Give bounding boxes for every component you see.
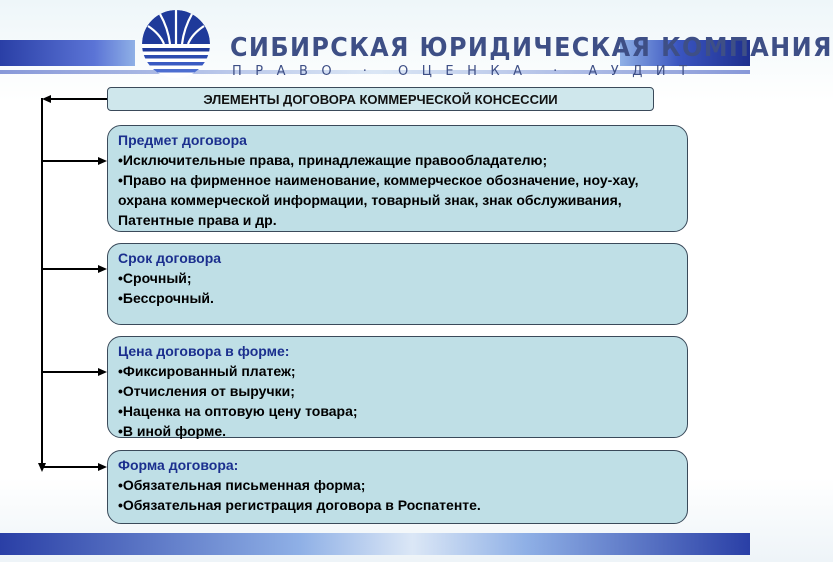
arrow-to-spine — [42, 95, 51, 103]
block-term — [107, 243, 688, 325]
arrow-block-1 — [98, 157, 107, 165]
arrow-block-2 — [98, 265, 107, 273]
list-item: •Исключительные права, принадлежащие правообладателю; — [118, 152, 548, 168]
company-tagline: ПРАВО · ОЦЕНКА · АУДИТ — [232, 64, 701, 79]
block-heading: Форма договора: — [118, 457, 239, 473]
block-price — [107, 336, 688, 438]
block-subject — [107, 125, 688, 232]
list-item: •Обязательная письменная форма; — [118, 477, 366, 493]
list-item: Патентные права и др. — [118, 212, 277, 228]
globe-logo-icon — [140, 8, 212, 80]
connector-block-4 — [42, 466, 98, 468]
connector-block-3 — [42, 371, 98, 373]
list-item: •Обязательная регистрация договора в Роспатенте. — [118, 497, 481, 513]
company-name: СИБИРСКАЯ ЮРИДИЧЕСКАЯ КОМПАНИЯ — [230, 33, 833, 63]
list-item: •Фиксированный платеж; — [118, 363, 296, 379]
connector-block-1 — [42, 160, 98, 162]
connector-vertical — [41, 98, 43, 468]
list-item: •Срочный; — [118, 270, 192, 286]
list-item: •В иной форме. — [118, 423, 227, 439]
list-item: •Право на фирменное наименование, коммерческое обозначение, ноу-хау, — [118, 172, 639, 188]
arrow-block-3 — [98, 368, 107, 376]
list-item: •Отчисления от выручки; — [118, 383, 295, 399]
block-heading: Срок договора — [118, 250, 222, 266]
connector-block-2 — [42, 268, 98, 270]
block-form — [107, 450, 688, 524]
list-item: охрана коммерческой информации, товарный знак, знак обслуживания, — [118, 192, 622, 208]
diagram-title: ЭЛЕМЕНТЫ ДОГОВОРА КОММЕРЧЕСКОЙ КОНСЕССИИ — [107, 87, 654, 111]
footer-band — [0, 533, 750, 555]
block-heading: Предмет договора — [118, 132, 247, 148]
arrow-block-4 — [98, 463, 107, 471]
block-heading: Цена договора в форме: — [118, 343, 290, 359]
list-item: •Наценка на оптовую цену товара; — [118, 403, 358, 419]
list-item: •Бессрочный. — [118, 290, 214, 306]
connector-to-title — [50, 98, 107, 100]
header-band-left — [0, 40, 135, 66]
